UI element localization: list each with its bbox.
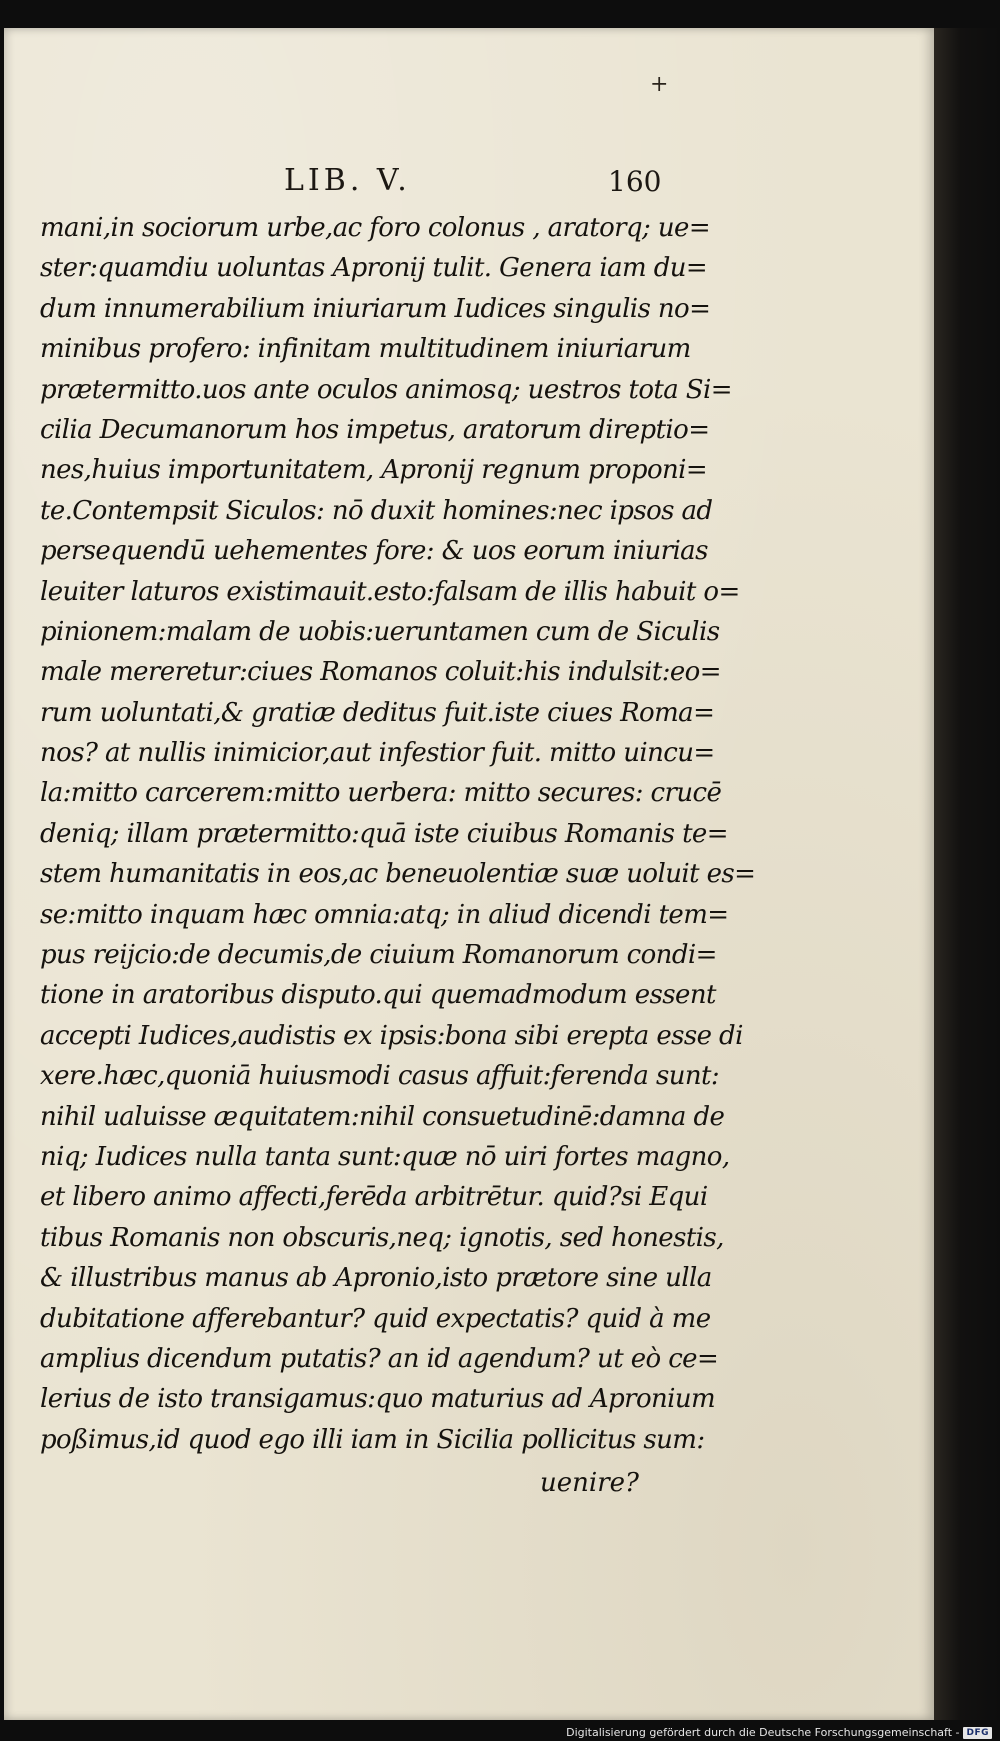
- text-line: poßimus,id quod ego illi iam in Sicilia pollicitus sum:: [40, 1424, 705, 1455]
- text-line: tibus Romanis non obscuris,neq; ignotis, sed honestis,: [40, 1222, 724, 1253]
- text-line: nihil ualuisse æquitatem:nihil consuetudinē:damna de: [40, 1101, 725, 1132]
- text-line: cilia Decumanorum hos impetus, aratorum direptio=: [40, 414, 710, 445]
- text-line: et libero animo affecti,ferēda arbitrētur. quid?si Equi: [40, 1182, 708, 1213]
- text-line: mani,in sociorum urbe,ac foro colonus , aratorq; ue=: [40, 213, 711, 243]
- text-line: dum innumerabilium iniuriarum Iudices singulis no=: [40, 293, 711, 324]
- digitization-credit: [566, 1726, 992, 1739]
- page-number: 160: [608, 165, 662, 198]
- credit-text: Digitalisierung gefördert durch die Deutsche Forschungsgemeinschaft -: [566, 1726, 960, 1739]
- text-line: prætermitto.uos ante oculos animosq; uestros tota Si=: [40, 374, 732, 405]
- text-line: nos? at nullis inimicior,aut infestior fuit. mitto uincu=: [40, 738, 715, 769]
- text-line: dubitatione afferebantur? quid expectatis? quid à me: [40, 1303, 711, 1334]
- text-line: deniq; illam prætermitto:quā iste ciuibus Romanis te=: [40, 818, 728, 849]
- running-head: LIB. V.: [284, 163, 411, 198]
- text-line: stem humanitatis in eos,ac beneuolentiæ suæ uoluit es=: [40, 859, 756, 890]
- text-line: male mereretur:ciues Romanos coluit:his indulsit:eo=: [40, 657, 721, 688]
- text-line: la:mitto carcerem:mitto uerbera: mitto secures: crucē: [40, 778, 722, 809]
- text-line: rum uoluntati,& gratiæ deditus fuit.iste ciues Roma=: [40, 697, 715, 728]
- scan-background-edge: [934, 28, 1000, 1720]
- text-line: se:mitto inquam hæc omnia:atq; in aliud dicendi tem=: [40, 899, 729, 930]
- book-page: [4, 28, 936, 1720]
- text-line: & illustribus manus ab Apronio,isto prætore sine ulla: [40, 1263, 712, 1294]
- text-line: lerius de isto transigamus:quo maturius ad Apronium: [40, 1384, 716, 1415]
- text-line: accepti Iudices,audistis ex ipsis:bona sibi erepta esse di: [40, 1020, 743, 1051]
- text-line: pus reijcio:de decumis,de ciuium Romanorum condi=: [40, 940, 717, 971]
- text-line: persequendū uehementes fore: & uos eorum iniurias: [40, 536, 708, 567]
- text-line: xere.hæc,quoniā huiusmodi casus affuit:ferenda sunt:: [40, 1061, 720, 1092]
- dfg-logo: DFG: [963, 1727, 992, 1739]
- text-line: leuiter laturos existimauit.esto:falsam de illis habuit o=: [40, 576, 740, 607]
- text-line: te.Contempsit Siculos: nō duxit homines:nec ipsos ad: [40, 495, 713, 526]
- text-line: tione in aratoribus disputo.qui quemadmodum essent: [40, 980, 716, 1011]
- text-line: minibus profero: infinitam multitudinem iniuriarum: [40, 334, 691, 365]
- text-line: pinionem:malam de uobis:ueruntamen cum de Siculis: [40, 616, 720, 647]
- catchword: uenire?: [540, 1468, 639, 1498]
- body-text: [40, 208, 756, 1460]
- text-line: amplius dicendum putatis? an id agendum? ut eò ce=: [40, 1343, 719, 1374]
- text-line: ster:quamdiu uoluntas Apronij tulit. Genera iam du=: [40, 253, 708, 284]
- text-line: nes,huius importunitatem, Apronij regnum proponi=: [40, 455, 708, 486]
- text-line: niq; Iudices nulla tanta sunt:quæ nō uiri fortes magno,: [40, 1141, 730, 1172]
- page-mark: +: [650, 72, 669, 97]
